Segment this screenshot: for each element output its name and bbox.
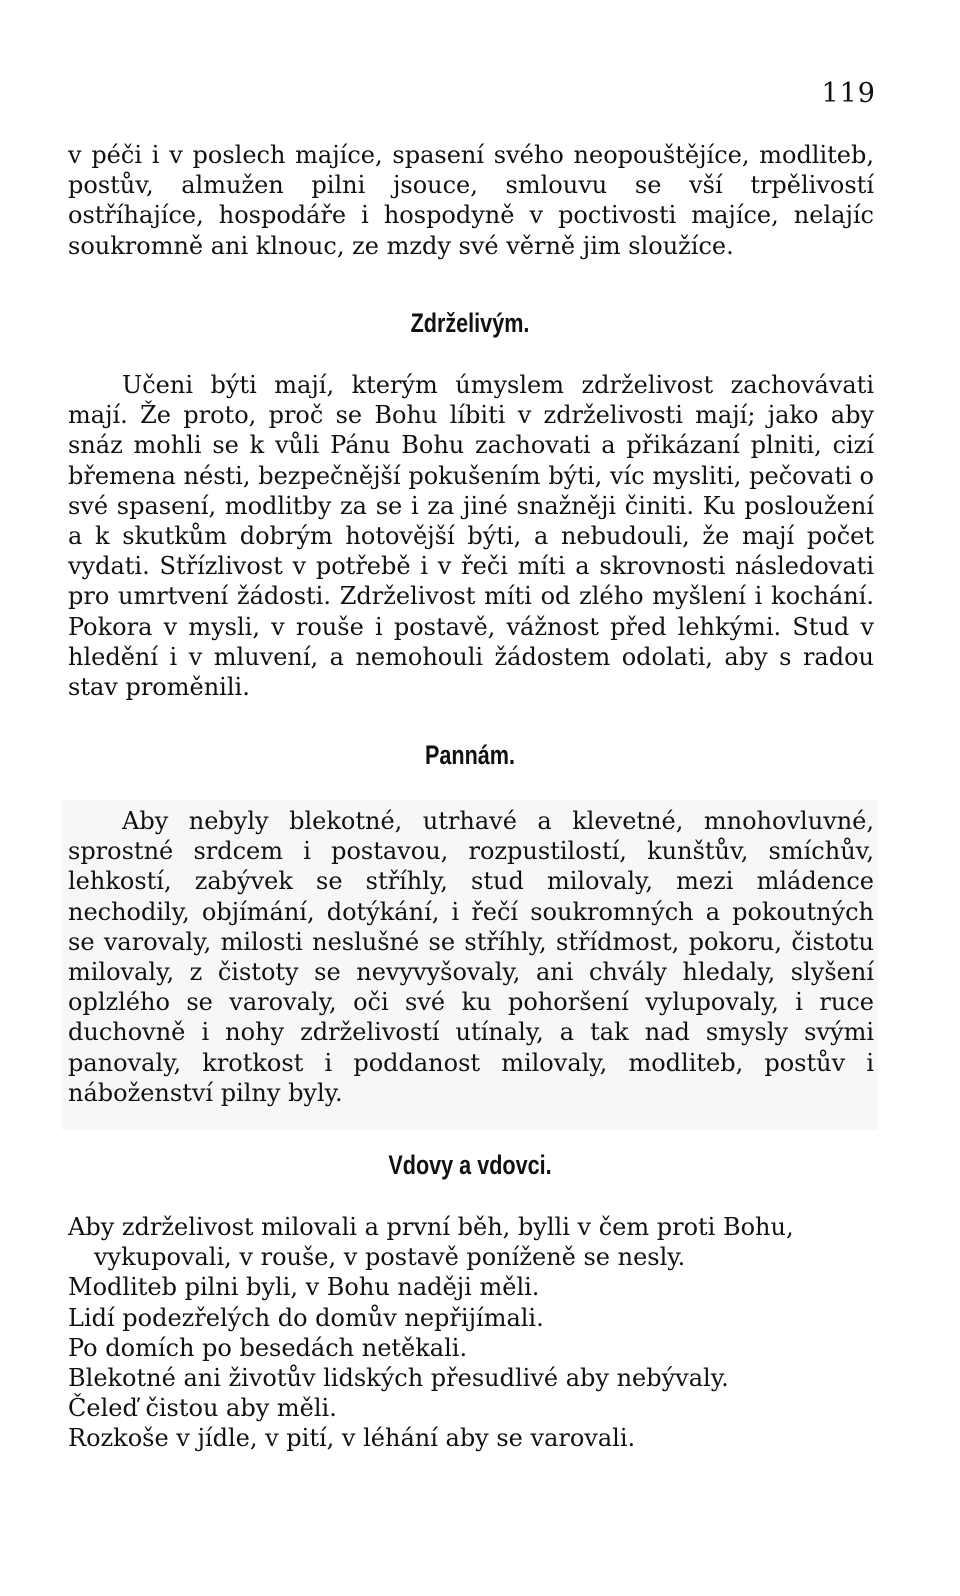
vdovy-line: Aby zdrželivost milovali a první běh, bylli v čem proti Bohu, xyxy=(68,1213,794,1241)
vdovy-line: Modliteb pilni byli, v Bohu naději měli. xyxy=(68,1273,540,1302)
heading-pannam: Pannám. xyxy=(424,740,516,770)
vdovy-line: Rozkoše v jídle, v pití, v léhání aby se varovali. xyxy=(68,1424,636,1453)
heading-zdrzelivym: Zdrželivým. xyxy=(410,308,530,338)
paragraph-pannam: Aby nebyly blekotné, utrhavé a klevetné, mnohovluvné, sprostné srdcem i postavou, rozpustilostí, kunštův, smíchův, lehkostí, zabývek se stříhly, stud milovaly, mezi mládence nechodily, objímání, dotýkání, i řečí soukromných a pokoutných se varovaly, milosti neslušné se stříhly, střídmost, pokoru, čistotu milovaly, z čistoty se nevyvyšovaly, ani chvály hledaly, slyšení oplzlého se varovaly, oči své ku pohoršení vylupovaly, i ruce duchovně i nohy zdrželivostí utínaly, a tak nad smysly svými panovaly, krotkost i poddanost milovaly, modliteb, postův i náboženství pilny byly. xyxy=(68,807,874,1107)
list-vdovy xyxy=(68,1212,874,1454)
paragraph-zdrzelivym: Učeni býti mají, kterým úmyslem zdrželivost zachovávati mají. Že proto, proč se Bohu líbiti v zdrželivosti mají; jako aby snáz mohli se k vůli Pánu Bohu zachovati a přikázaní plniti, cizí břemena nésti, bezpečnější pokušením býti, víc mysliti, pečovati o své spasení, modlitby za se i za jiné snažněji činiti. Ku posloužení a k skutkům dobrým hotovější býti, a nebudouli, že mají počet vydati. Střízlivost v potřebě i v řeči míti a skrovnosti následovati pro umrtvení žádosti. Zdrželivost míti od zlého myšlení i kochání. Pokora v mysli, v rouše i postavě, vážnost před lehkými. Stud v hledění i v mluvení, a nemohouli žádostem odolati, aby s radou stav proměnili. xyxy=(68,371,874,702)
vdovy-line: Po domích po besedách netěkali. xyxy=(68,1333,468,1362)
heading-vdovy: Vdovy a vdovci. xyxy=(388,1150,552,1180)
vdovy-line: Lidí podezřelých do domův nepřijímali. xyxy=(68,1303,544,1332)
vdovy-line: Blekotné ani životův lidských přesudlivé aby nebývaly. xyxy=(68,1364,729,1393)
intro-paragraph: v péči i v poslech majíce, spasení svého neopouštějíce, modliteb, postův, almužen pilni jsouce, smlouvu se vší trpělivostí ostříhajíce, hospodáře i hospodyně v poctivosti majíce, nelajíc soukromně ani klnouc, ze mzdy své věrně jim sloužíce. xyxy=(68,141,874,260)
vdovy-line: Čeleď čistou aby měli. xyxy=(68,1394,337,1423)
page-number: 119 xyxy=(821,78,876,109)
vdovy-line: vykupovali, v rouše, v postavě poníženě se nesly. xyxy=(94,1243,686,1272)
